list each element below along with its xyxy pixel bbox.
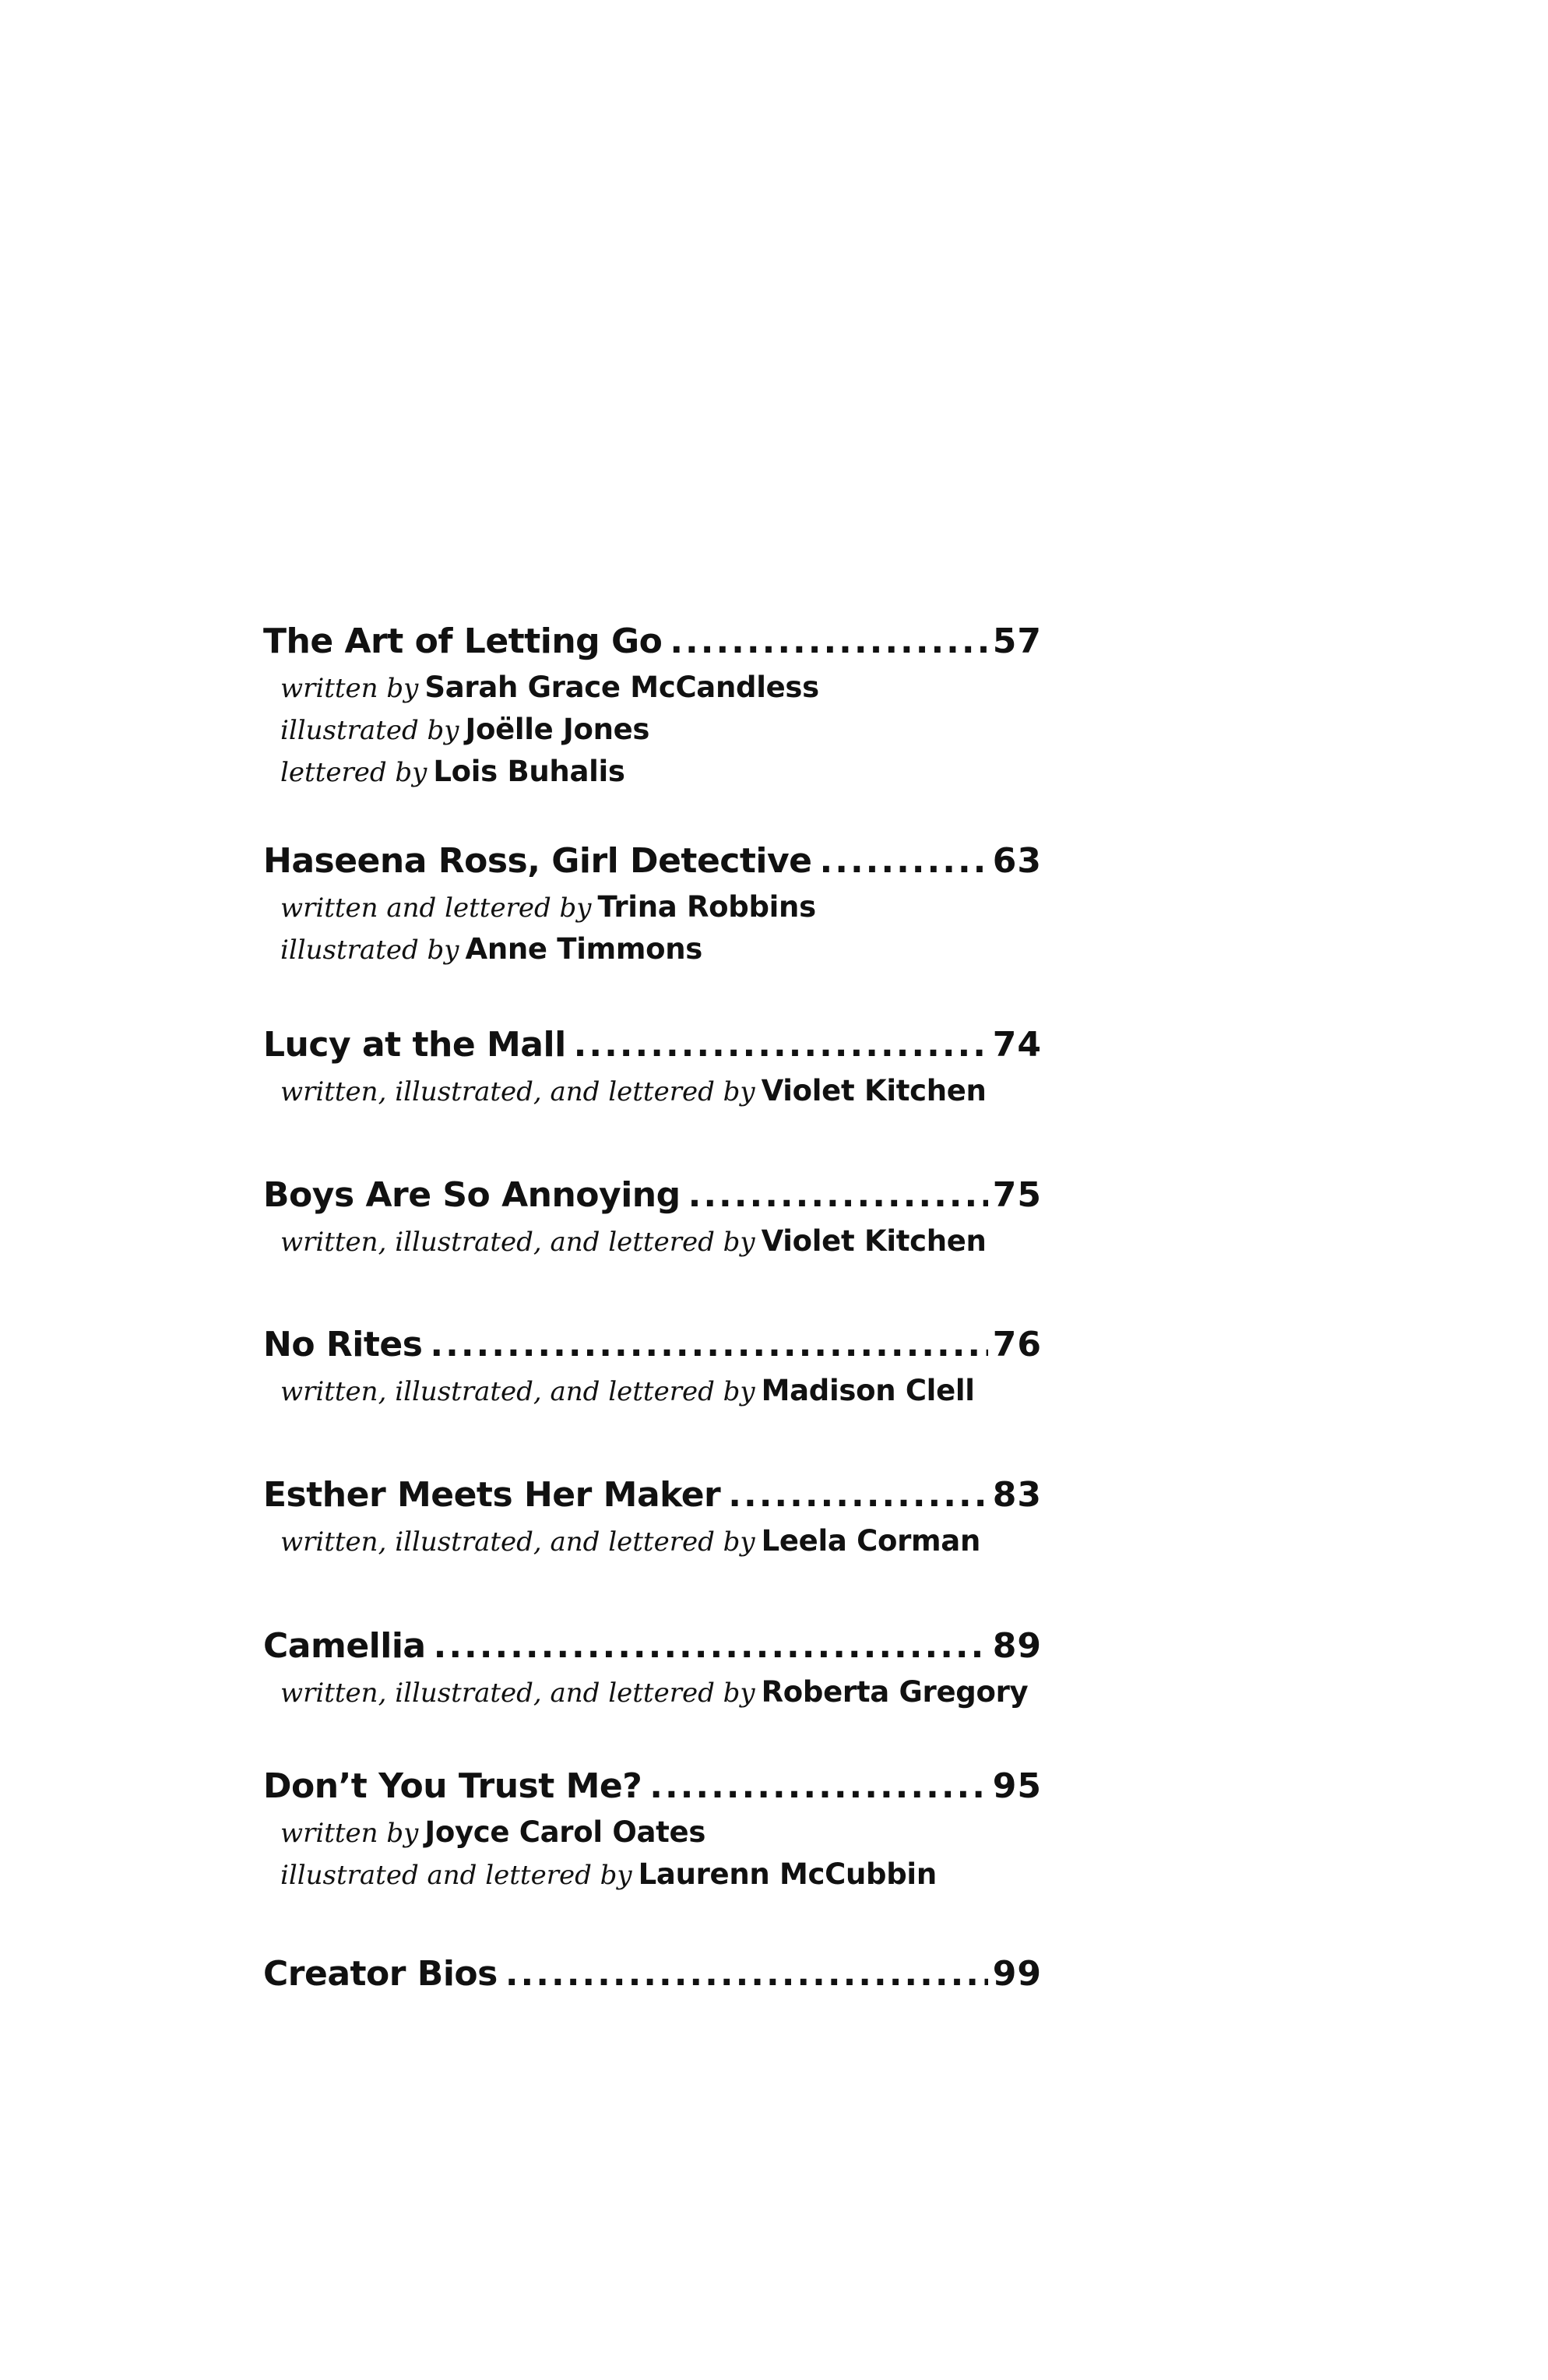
creator-name: Leela Corman (761, 1524, 980, 1558)
dot-leader (820, 836, 988, 886)
credit-line (280, 928, 1042, 970)
creator-name: Violet Kitchen (761, 1074, 987, 1107)
page-number: 83 (992, 1475, 1042, 1515)
page-number: 95 (992, 1766, 1042, 1806)
creator-name: Violet Kitchen (761, 1224, 987, 1258)
credit-line (280, 1370, 1042, 1412)
credit-line (280, 751, 1042, 793)
credit-line (280, 886, 1042, 928)
creator-name: Madison Clell (761, 1374, 975, 1407)
toc-entry (263, 1949, 1042, 1999)
credit-role: written by (280, 673, 419, 704)
credit-line (280, 1671, 1042, 1713)
toc-title-line[interactable] (263, 1320, 1042, 1370)
page-number: 76 (992, 1325, 1042, 1364)
creator-name: Joyce Carol Oates (424, 1815, 706, 1849)
credit-role: illustrated by (280, 715, 459, 746)
toc-title-line[interactable] (263, 1020, 1042, 1070)
story-title: Lucy at the Mall (263, 1025, 566, 1065)
creator-name: Sarah Grace McCandless (424, 671, 819, 704)
credit-role: written, illustrated, and lettered by (280, 1227, 755, 1258)
creator-name: Joëlle Jones (465, 713, 650, 746)
credit-role: illustrated by (280, 935, 459, 966)
credit-role: written and lettered by (280, 892, 592, 924)
creator-name: Laurenn McCubbin (638, 1857, 937, 1891)
story-title: Haseena Ross, Girl Detective (263, 841, 812, 881)
credit-line (280, 667, 1042, 709)
dot-leader (688, 1171, 988, 1220)
story-title: Camellia (263, 1626, 426, 1666)
page-number: 74 (992, 1025, 1042, 1065)
credit-role: lettered by (280, 757, 427, 788)
toc-title-line[interactable] (263, 836, 1042, 886)
dot-leader (505, 1949, 988, 1999)
story-title: Don’t You Trust Me? (263, 1766, 642, 1806)
credit-line (280, 1070, 1042, 1112)
creator-name: Trina Robbins (597, 890, 816, 924)
toc-entry (263, 1470, 1042, 1562)
toc-entry (263, 1171, 1042, 1262)
credit-role: written, illustrated, and lettered by (280, 1076, 755, 1107)
credit-role: illustrated and lettered by (280, 1860, 632, 1891)
toc-entry (263, 1320, 1042, 1412)
creator-name: Roberta Gregory (761, 1675, 1029, 1709)
page-number: 57 (992, 621, 1042, 661)
toc-title-line[interactable] (263, 1762, 1042, 1811)
toc-title-line[interactable] (263, 1949, 1042, 1999)
dot-leader (434, 1621, 988, 1671)
page-number: 99 (992, 1954, 1042, 1994)
creator-name: Anne Timmons (465, 932, 702, 966)
story-title: The Art of Letting Go (263, 621, 663, 661)
page-number: 89 (992, 1626, 1042, 1666)
toc-entry (263, 836, 1042, 970)
creator-name: Lois Buhalis (433, 755, 625, 788)
credit-line (280, 709, 1042, 751)
toc-entry (263, 1020, 1042, 1112)
page-number: 75 (992, 1175, 1042, 1215)
credit-role: written, illustrated, and lettered by (280, 1678, 755, 1709)
credit-role: written, illustrated, and lettered by (280, 1526, 755, 1558)
toc-entry (263, 1621, 1042, 1713)
dot-leader (649, 1762, 988, 1811)
dot-leader (728, 1470, 988, 1520)
story-title: Creator Bios (263, 1954, 498, 1994)
credit-line (280, 1220, 1042, 1262)
dot-leader (574, 1020, 988, 1070)
dot-leader (430, 1320, 987, 1370)
toc-entry (263, 617, 1042, 793)
page-number: 63 (992, 841, 1042, 881)
toc-title-line[interactable] (263, 1171, 1042, 1220)
credit-role: written by (280, 1818, 419, 1849)
story-title: Esther Meets Her Maker (263, 1475, 721, 1515)
story-title: Boys Are So Annoying (263, 1175, 681, 1215)
story-title: No Rites (263, 1325, 423, 1364)
credit-role: written, illustrated, and lettered by (280, 1376, 755, 1407)
toc-entry (263, 1762, 1042, 1896)
dot-leader (670, 617, 987, 667)
toc-title-line[interactable] (263, 1621, 1042, 1671)
credit-line (280, 1854, 1042, 1896)
credit-line (280, 1811, 1042, 1854)
credit-line (280, 1520, 1042, 1562)
toc-title-line[interactable] (263, 1470, 1042, 1520)
toc-title-line[interactable] (263, 617, 1042, 667)
